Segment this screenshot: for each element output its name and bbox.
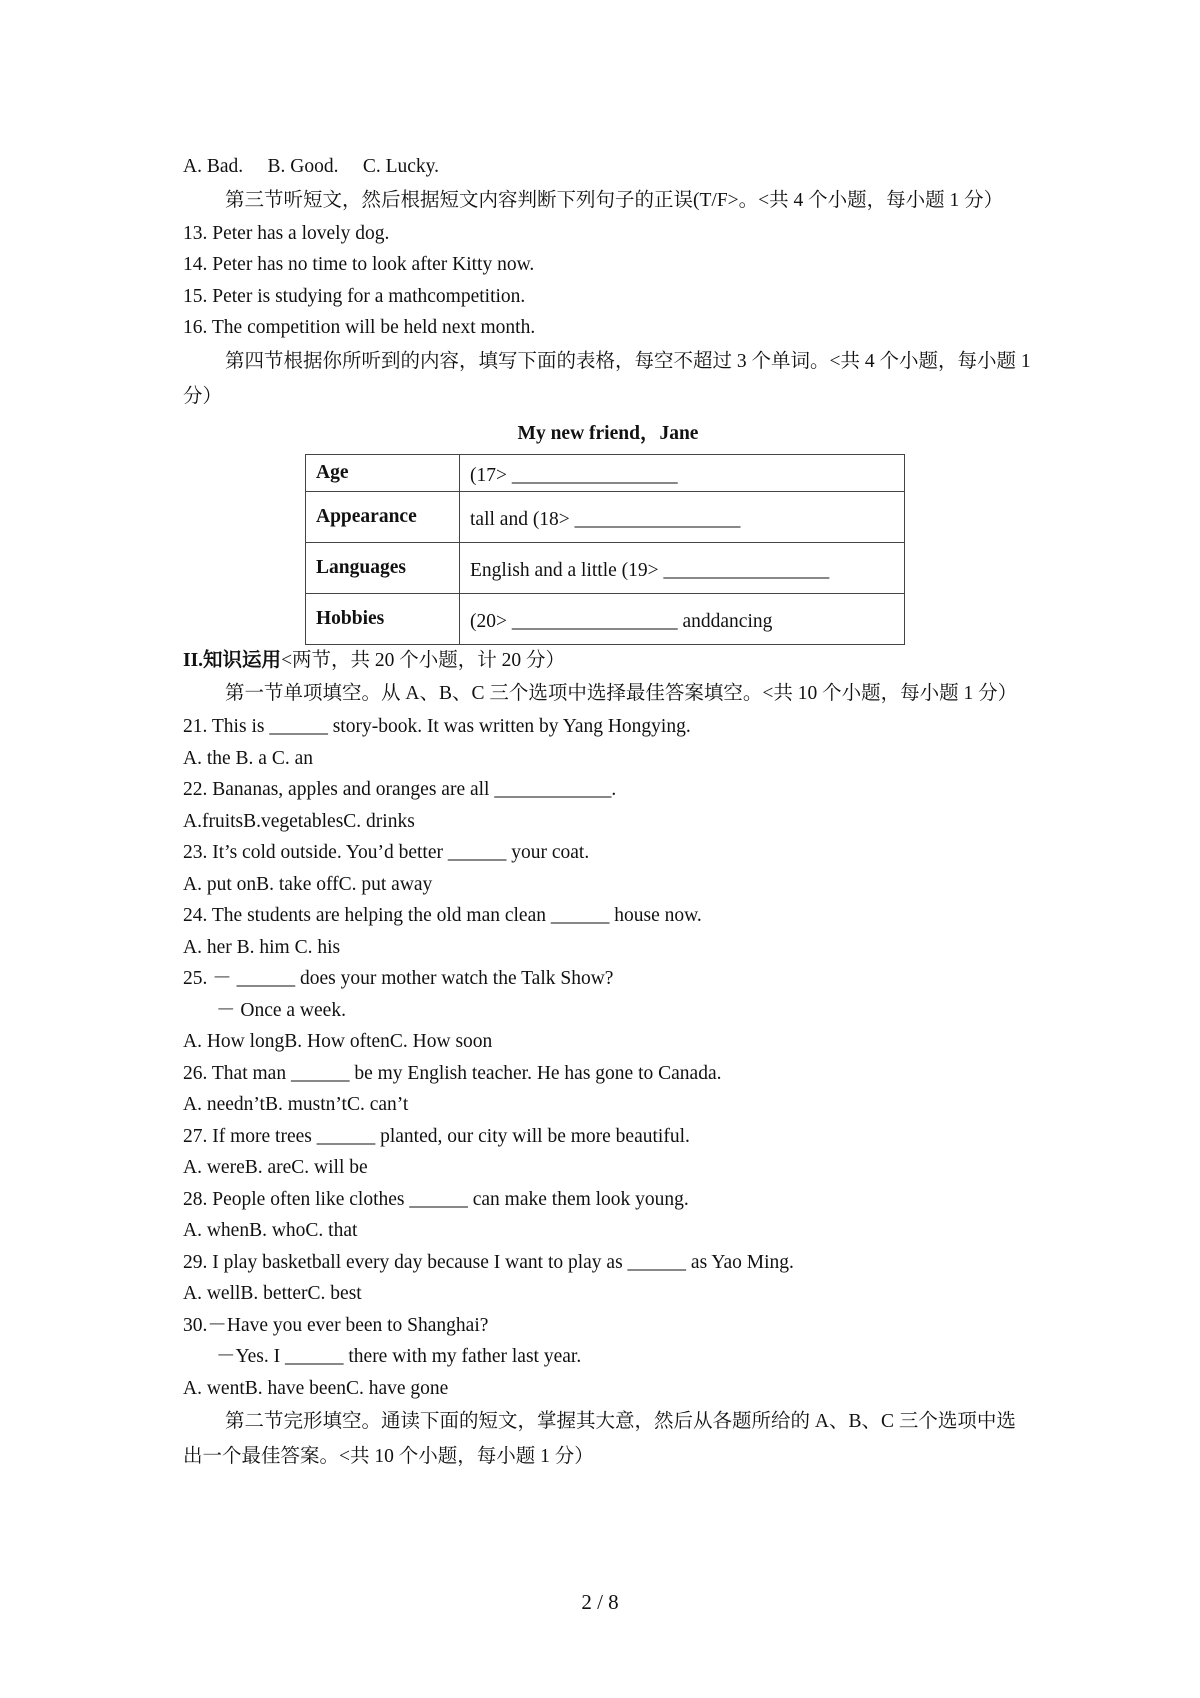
question-16: 16. The competition will be held next month. [183,317,536,338]
question-14: 14. Peter has no time to look after Kitty now. [183,254,535,275]
section-heading-rest: <两节，共 20 个小题，计 20 分） [281,649,566,671]
row-label-languages: Languages [306,542,460,593]
question-25: 25. － ______ does your mother watch the Talk Show? [183,968,614,989]
answer-line-25: － Once a week. [216,999,346,1021]
row-label-appearance: Appearance [306,491,460,542]
options-22: A.fruitsB.vegetablesC. drinks [183,810,415,832]
friend-info-table [305,454,905,645]
table-row [306,542,905,593]
question-15: 15. Peter is studying for a mathcompetition. [183,285,526,307]
table-row [306,593,905,644]
answer-line-30: －Yes. I ______ there with my father last year. [216,1346,582,1367]
question-23: 23. It’s cold outside. You’d better ______ your coat. [183,842,590,863]
section4-instruction: 第四节根据你所听到的内容，填写下面的表格，每空不超过 3 个单词。<共 4 个小题，每小题 1 分） [183,350,1031,407]
page-number: 2 / 8 [581,1590,619,1614]
q12-options: A. Bad. B. Good. C. Lucky. [183,156,440,177]
question-list [183,711,1033,1404]
row-value-languages: English and a little (19> _________________ [460,542,905,593]
question-22: 22. Bananas, apples and oranges are all ____________. [183,779,617,800]
row-value-age: (17> _________________ [460,454,905,491]
row-label-hobbies: Hobbies [306,593,460,644]
question-28: 28. People often like clothes ______ can make them look young. [183,1188,689,1210]
question-27: 27. If more trees ______ planted, our city will be more beautiful. [183,1125,690,1147]
question-21: 21. This is ______ story-book. It was written by Yang Hongying. [183,716,691,737]
section-heading-knowledge [183,645,1033,677]
options-24: A. her B. him C. his [183,936,341,958]
options-21: A. the B. a C. an [183,747,313,769]
section3-instruction: 第三节听短文，然后根据短文内容判断下列句子的正误(T/F>。<共 4 个小题，每小题 1 分） [225,189,1004,211]
page-content [183,151,1033,1474]
section-heading-bold: II.知识运用 [183,649,282,671]
row-label-age: Age [306,454,460,491]
table-row [306,454,905,491]
options-23: A. put onB. take offC. put away [183,873,433,895]
table-row [306,491,905,542]
section2-instruction: 第二节完形填空。通读下面的短文，掌握其大意，然后从各题所给的 A、B、C 三个选项中选出一个最佳答案。<共 10 个小题，每小题 1 分） [183,1411,1016,1467]
question-24: 24. The students are helping the old man clean ______ house now. [183,905,702,926]
options-27: A. wereB. areC. will be [183,1157,368,1178]
section1-instruction: 第一节单项填空。从 A、B、C 三个选项中选择最佳答案填空。<共 10 个小题，每小题 1 分） [225,683,1018,704]
table-caption: My new friend，Jane [517,422,699,444]
row-value-hobbies: (20> _________________ anddancing [460,593,905,644]
options-28: A. whenB. whoC. that [183,1220,358,1241]
row-value-appearance: tall and (18> _________________ [460,491,905,542]
options-26: A. needn’tB. mustn’tC. can’t [183,1094,409,1115]
question-30: 30.－Have you ever been to Shanghai? [183,1314,489,1336]
options-30: A. wentB. have beenC. have gone [183,1377,449,1399]
question-26: 26. That man ______ be my English teacher. He has gone to Canada. [183,1062,722,1084]
options-25: A. How longB. How oftenC. How soon [183,1031,493,1052]
question-13: 13. Peter has a lovely dog. [183,222,390,244]
question-29: 29. I play basketball every day because I want to play as ______ as Yao Ming. [183,1251,794,1273]
options-29: A. wellB. betterC. best [183,1283,362,1304]
